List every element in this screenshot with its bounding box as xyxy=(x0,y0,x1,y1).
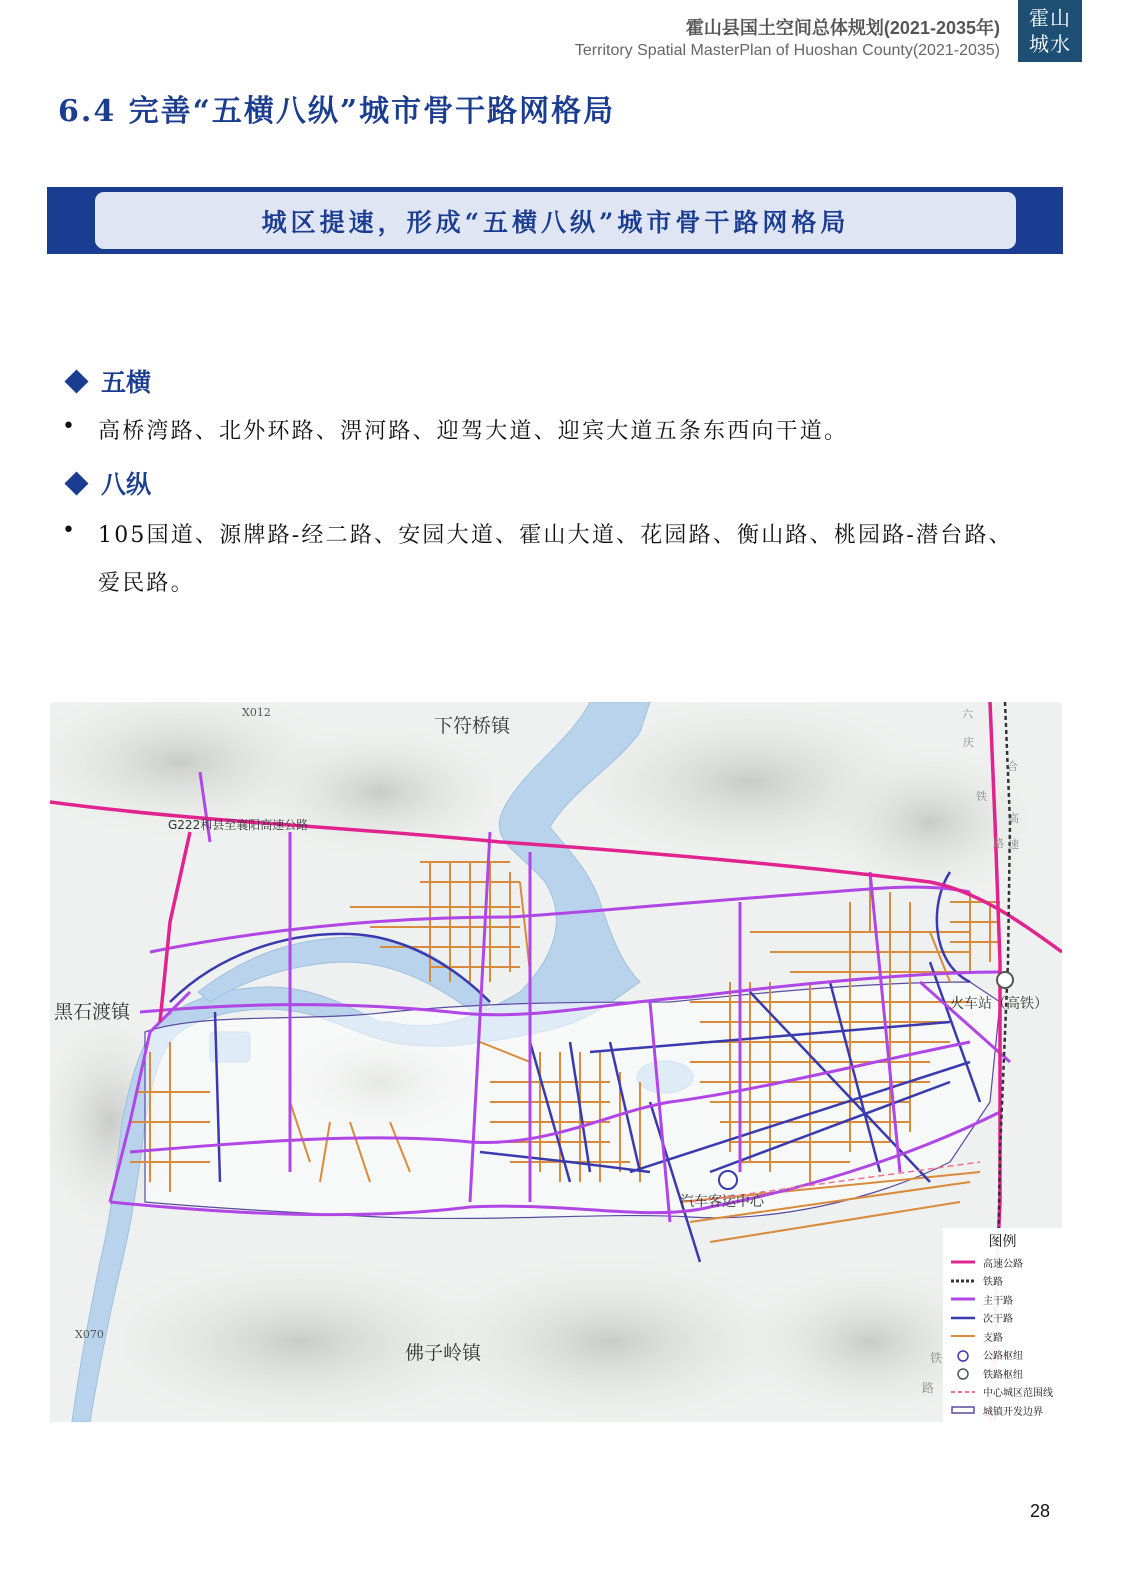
wuheng-text: 高桥湾路、北外环路、淠河路、迎驾大道、迎宾大道五条东西向干道。 xyxy=(98,419,849,444)
legend-item-primary xyxy=(943,1290,1062,1309)
map-legend xyxy=(943,1228,1062,1422)
bazong-text-line2: 爱民路。 xyxy=(98,571,195,596)
label-x070: X070 xyxy=(75,1328,104,1341)
legend-item-rail-hub xyxy=(943,1364,1062,1383)
header-title-cn: 霍山县国土空间总体规划(2021-2035年) xyxy=(685,18,1000,38)
legend-label: 公路枢纽 xyxy=(983,1351,1023,1363)
legend-symbol-town-boundary xyxy=(951,1405,975,1415)
legend-item-town-boundary xyxy=(943,1401,1062,1420)
legend-label: 高速公路 xyxy=(983,1258,1023,1270)
legend-label: 次干路 xyxy=(983,1314,1013,1326)
legend-symbol-railway xyxy=(951,1276,975,1286)
bullet-2: • xyxy=(62,518,75,543)
label-g222: G222和县至襄阳高速公路 xyxy=(168,818,309,832)
label-x012: X012 xyxy=(242,706,271,719)
rail-char-2: 庆 xyxy=(963,736,974,749)
legend-symbol-primary xyxy=(951,1294,975,1304)
logo-line-1: 霍山 xyxy=(1029,6,1071,30)
logo xyxy=(1018,0,1082,62)
legend-symbol-highway xyxy=(951,1257,975,1267)
logo-line-2: 城水 xyxy=(1029,32,1071,56)
header-title-en: Territory Spatial MasterPlan of Huoshan County(2021-2035) xyxy=(574,42,1000,59)
rail-s-char-1: 铁 xyxy=(930,1351,943,1365)
legend-label: 城镇开发边界 xyxy=(983,1406,1043,1418)
diamond-icon xyxy=(64,369,88,393)
heading-wuheng xyxy=(66,363,151,399)
legend-symbol-center-boundary xyxy=(951,1387,975,1397)
legend-label: 铁路 xyxy=(983,1277,1003,1289)
heading-bazong xyxy=(66,465,151,501)
label-train-station: 火车站（高铁） xyxy=(950,996,1048,1012)
label-xiafuqiao: 下符桥镇 xyxy=(434,715,511,737)
legend-item-railway xyxy=(943,1272,1062,1291)
legend-label: 铁路枢纽 xyxy=(983,1369,1023,1381)
legend-label: 中心城区范围线 xyxy=(983,1388,1053,1400)
legend-item-center-boundary xyxy=(943,1383,1062,1402)
bullet-1: • xyxy=(62,414,75,439)
heading-bazong-label: 八纵 xyxy=(101,470,152,499)
rail-s-char-2: 路 xyxy=(922,1381,935,1395)
road-network-map xyxy=(50,702,1062,1422)
banner-text: 城区提速，形成“五横八纵”城市骨干路网格局 xyxy=(95,192,1016,249)
legend-item-road-hub xyxy=(943,1346,1062,1365)
legend-item-secondary xyxy=(943,1309,1062,1328)
rail-char-4: 路 xyxy=(993,837,1004,850)
rail-hub-icon xyxy=(997,972,1013,988)
hw-char-3: 速 xyxy=(1008,838,1019,851)
bazong-text-line1: 105国道、源牌路-经二路、安园大道、霍山大道、花园路、衡山路、桃园路-潜台路、 xyxy=(98,523,1013,548)
legend-label: 支路 xyxy=(983,1332,1003,1344)
legend-item-local xyxy=(943,1327,1062,1346)
legend-title: 图例 xyxy=(988,1234,1017,1250)
legend-item-highway xyxy=(943,1253,1062,1272)
hw-char-1: 合 xyxy=(1007,760,1018,773)
section-title: 6.4 完善“五横八纵”城市骨干路网格局 xyxy=(58,94,616,129)
diamond-icon xyxy=(64,471,88,495)
page-number: 28 xyxy=(1030,1501,1051,1521)
legend-label: 主干路 xyxy=(983,1295,1013,1307)
heading-wuheng-label: 五横 xyxy=(101,368,152,397)
label-bus-center: 汽车客运中心 xyxy=(680,1194,764,1210)
label-heishidu: 黑石渡镇 xyxy=(54,1001,131,1023)
hw-char-2: 高 xyxy=(1008,812,1019,825)
banner xyxy=(47,187,1063,254)
rail-char-1: 六 xyxy=(962,708,973,721)
legend-symbol-road-hub xyxy=(951,1350,975,1360)
label-fozilin: 佛子岭镇 xyxy=(405,1342,482,1364)
legend-symbol-rail-hub xyxy=(951,1368,975,1378)
bus-hub-icon xyxy=(719,1171,737,1189)
map-svg xyxy=(50,702,1062,1422)
rail-char-3: 铁 xyxy=(976,790,987,803)
legend-symbol-local xyxy=(951,1331,975,1341)
legend-symbol-secondary xyxy=(951,1313,975,1323)
